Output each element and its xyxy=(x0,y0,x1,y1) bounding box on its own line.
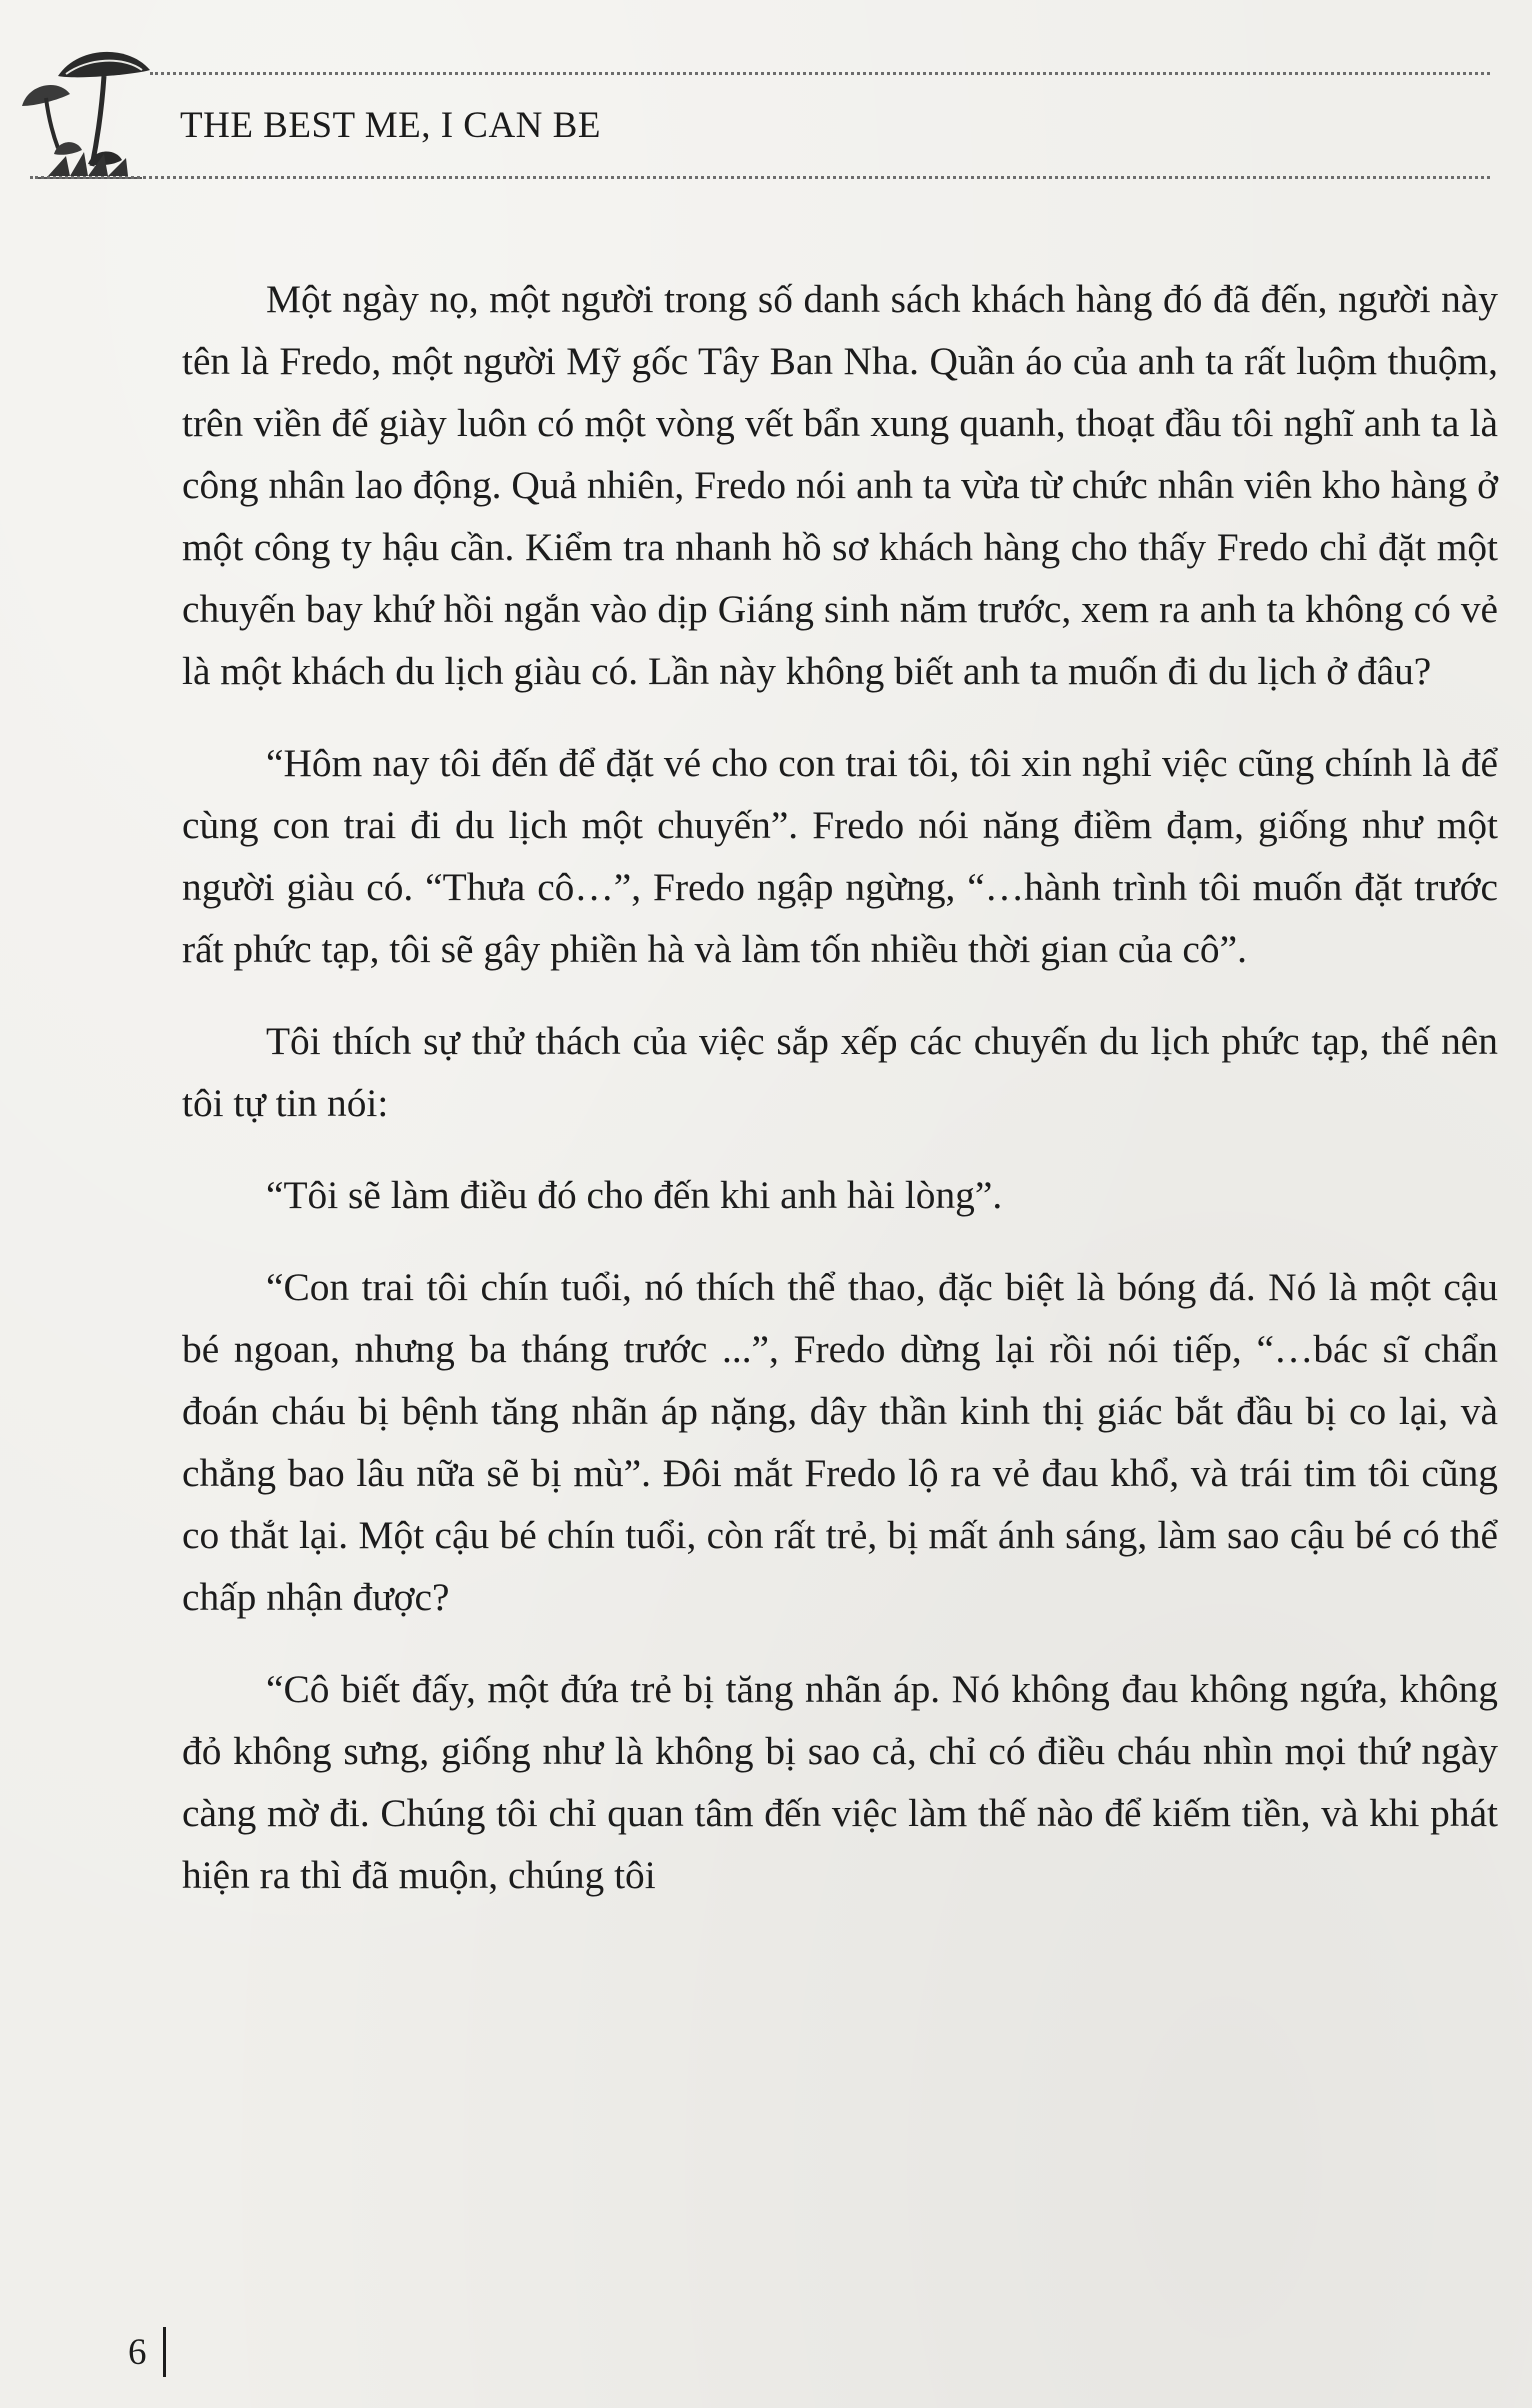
page-number-divider xyxy=(163,2327,166,2377)
paragraph: Một ngày nọ, một người trong số danh sách khách hàng đó đã đến, người này tên là Fredo, một người Mỹ gốc Tây Ban Nha. Quần áo của anh ta rất luộm thuộm, trên viền đế giày luôn có một vòng vết bẩn xung quanh, thoạt đầu tôi nghĩ anh ta là công nhân lao động. Quả nhiên, Fredo nói anh ta vừa từ chức nhân viên kho hàng ở một công ty hậu cần. Kiểm tra nhanh hồ sơ khách hàng cho thấy Fredo chỉ đặt một chuyến bay khứ hồi ngắn vào dịp Giáng sinh năm trước, xem ra anh ta không có vẻ là một khách du lịch giàu có. Lần này không biết anh ta muốn đi du lịch ở đâu? xyxy=(182,277,1498,693)
body-text xyxy=(182,268,1498,1906)
paragraph: “Tôi sẽ làm điều đó cho đến khi anh hài lòng”. xyxy=(266,1173,1003,1217)
paragraph: “Cô biết đấy, một đứa trẻ bị tăng nhãn áp. Nó không đau không ngứa, không đỏ không sưng, giống như là không bị sao cả, chỉ có điều cháu nhìn mọi thứ ngày càng mờ đi. Chúng tôi chỉ quan tâm đến việc làm thế nào để kiếm tiền, và khi phát hiện ra thì đã muộn, chúng tôi xyxy=(182,1667,1498,1897)
header-dotted-rule-bottom xyxy=(30,176,1490,179)
page-number: 6 xyxy=(128,2331,147,2373)
running-header xyxy=(0,0,1532,200)
mushroom-cluster-icon xyxy=(18,36,168,186)
paragraph: Tôi thích sự thử thách của việc sắp xếp các chuyến du lịch phức tạp, thế nên tôi tự tin nói: xyxy=(182,1019,1498,1125)
running-title: THE BEST ME, I CAN BE xyxy=(180,105,601,146)
paragraph: “Hôm nay tôi đến để đặt vé cho con trai tôi, tôi xin nghỉ việc cũng chính là để cùng con trai đi du lịch một chuyến”. Fredo nói năng điềm đạm, giống như một người giàu có. “Thưa cô…”, Fredo ngập ngừng, “…hành trình tôi muốn đặt trước rất phức tạp, tôi sẽ gây phiền hà và làm tốn nhiều thời gian của cô”. xyxy=(182,741,1498,971)
header-dotted-rule-top xyxy=(150,72,1490,75)
page-footer xyxy=(128,2322,166,2382)
paragraph: “Con trai tôi chín tuổi, nó thích thể thao, đặc biệt là bóng đá. Nó là một cậu bé ngoan, nhưng ba tháng trước ...”, Fredo dừng lại rồi nói tiếp, “…bác sĩ chẩn đoán cháu bị bệnh tăng nhãn áp nặng, dây thần kinh thị giác bắt đầu bị co lại, và chẳng bao lâu nữa sẽ bị mù”. Đôi mắt Fredo lộ ra vẻ đau khổ, và trái tim tôi cũng co thắt lại. Một cậu bé chín tuổi, còn rất trẻ, bị mất ánh sáng, làm sao cậu bé có thể chấp nhận được? xyxy=(182,1265,1498,1619)
